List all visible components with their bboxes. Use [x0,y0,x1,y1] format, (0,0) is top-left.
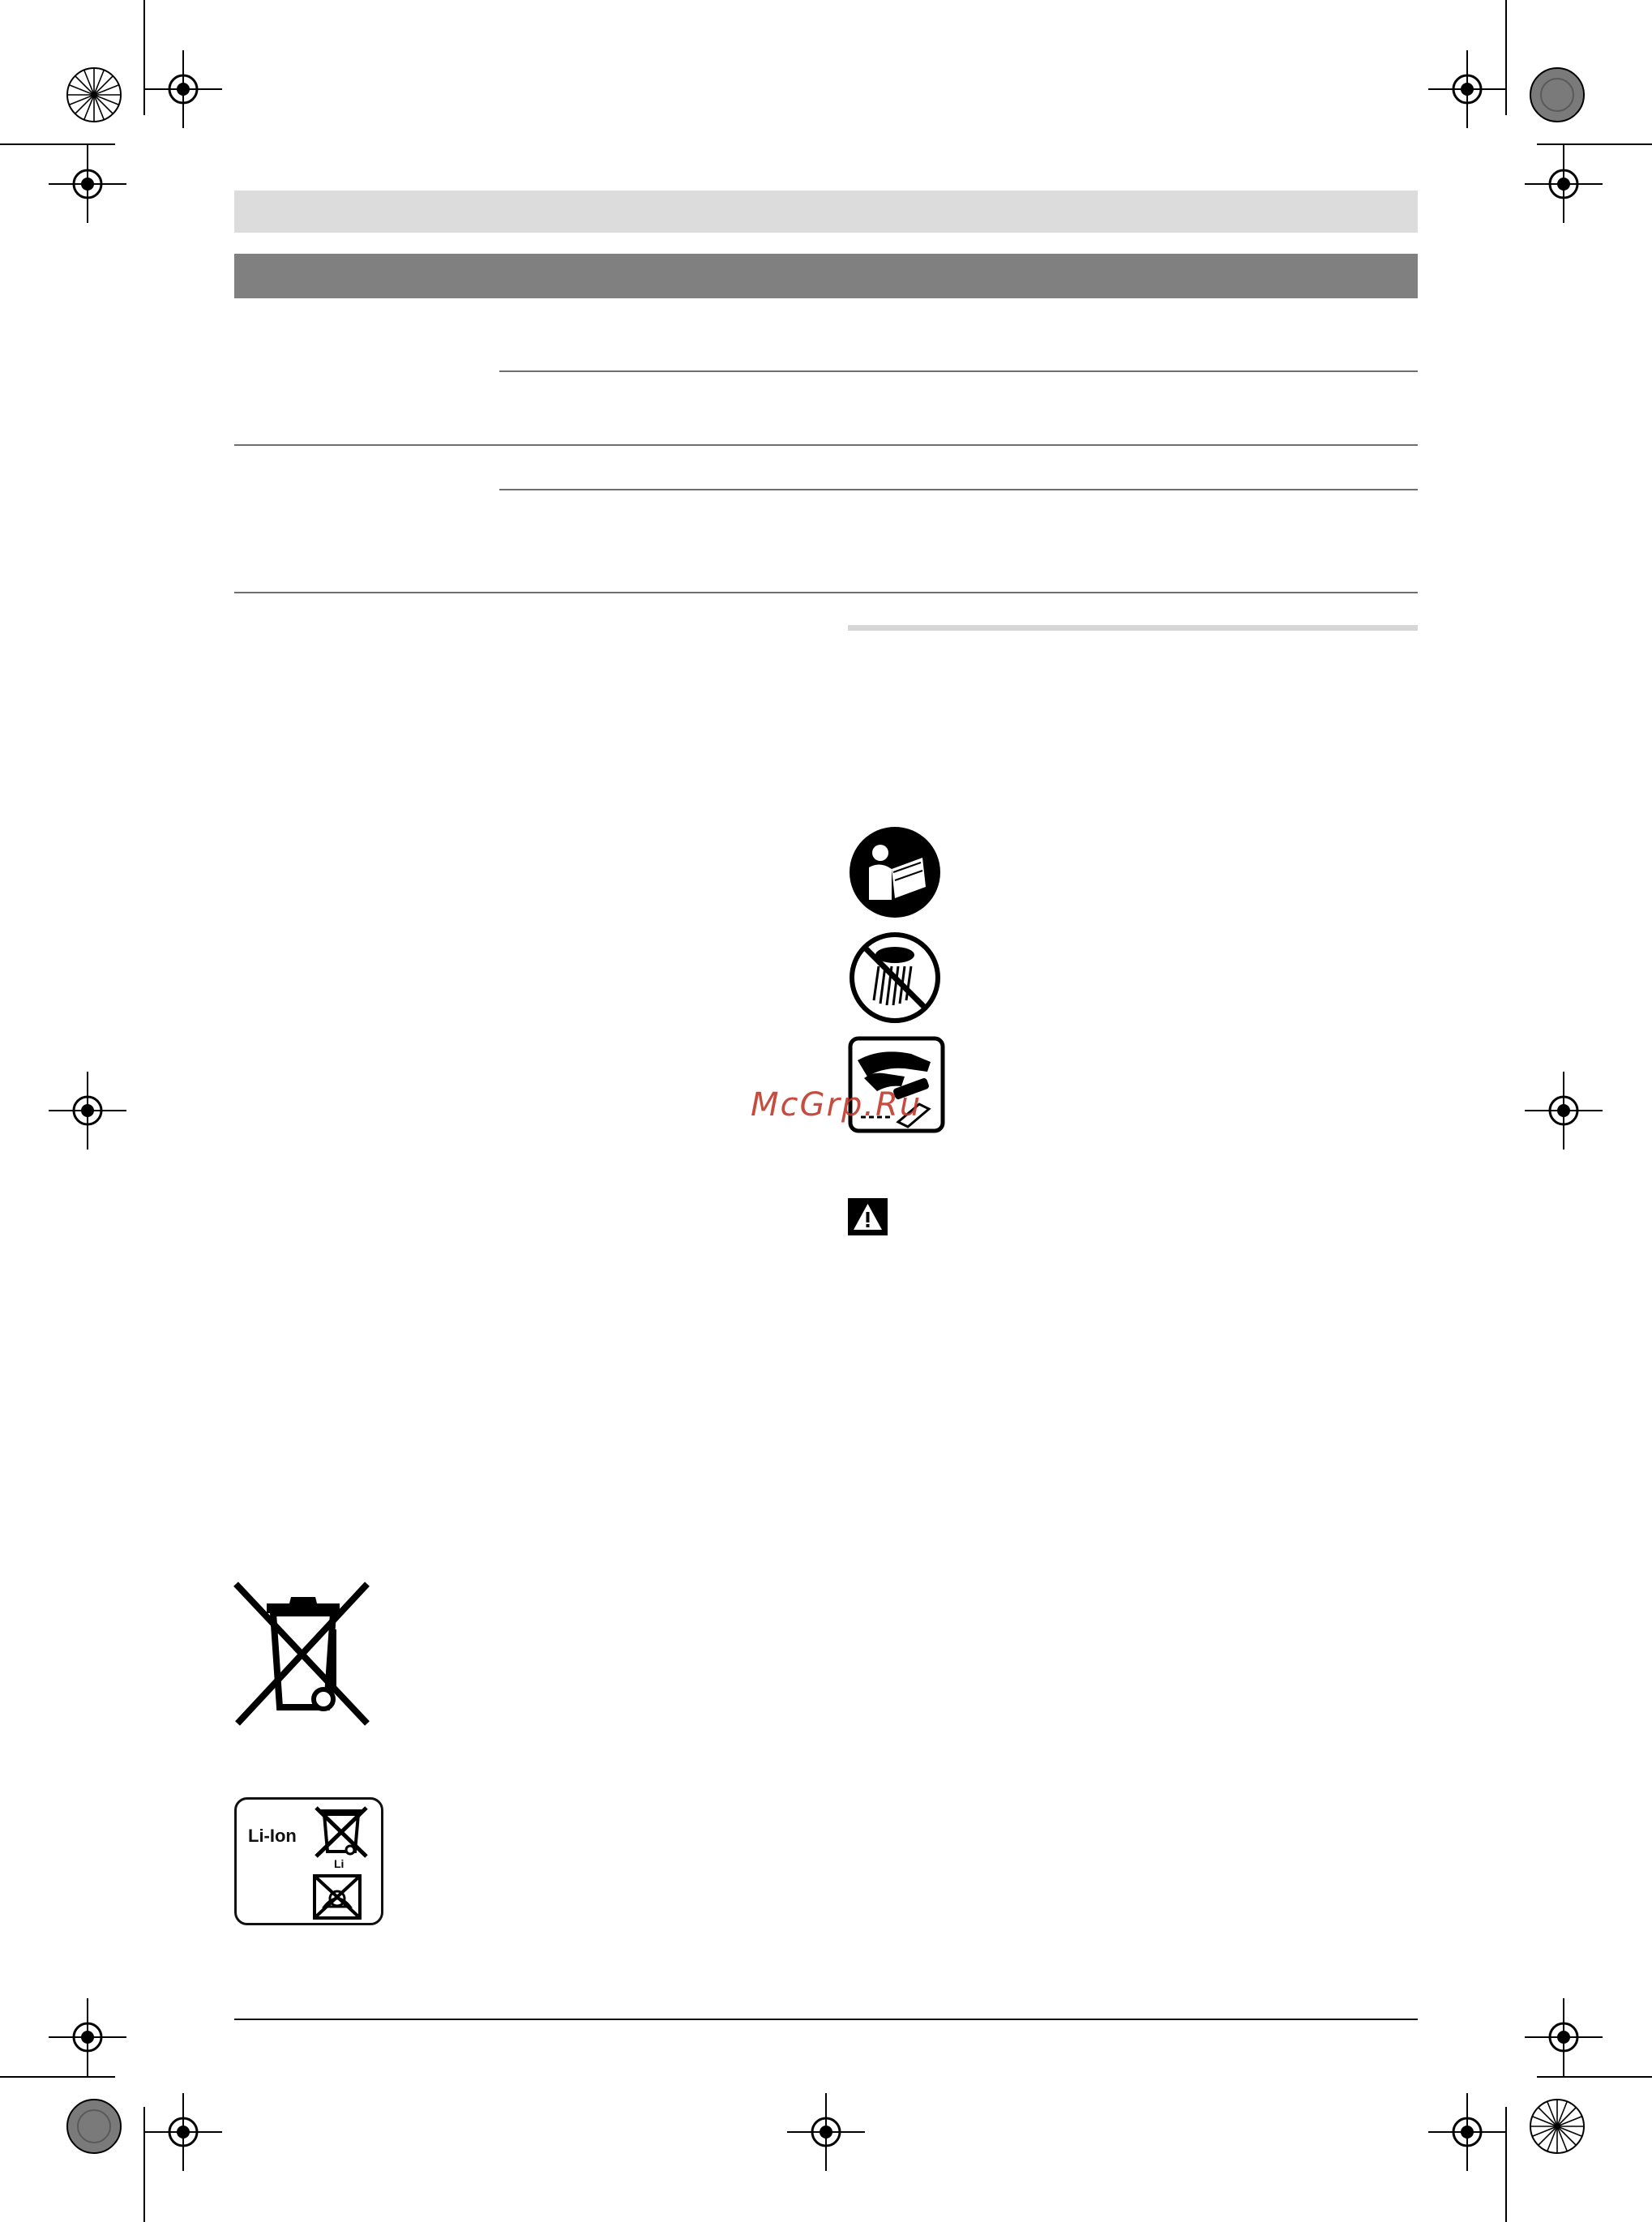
table-rule [499,489,1418,490]
battery-bin-icon [311,1805,371,1869]
crossed-out-wheelie-bin-icon [233,1581,374,1728]
protect-from-rain-icon [848,931,942,1025]
read-manual-icon [848,825,942,919]
no-water-battery-icon [313,1874,362,1920]
section-divider [848,625,1418,631]
li-mark: Li [334,1857,345,1869]
li-ion-label: Li-Ion [248,1826,297,1846]
table-rule [234,444,1418,446]
watermark-text: McGrp.Ru [751,1086,922,1124]
table-rule [234,592,1418,593]
footer-rule [234,2019,1418,2020]
header-band-dark [234,254,1418,298]
warning-triangle-icon [848,1198,888,1235]
header-band-light [234,191,1418,233]
table-rule [499,370,1418,372]
li-ion-battery-disposal-icon [234,1797,383,1925]
